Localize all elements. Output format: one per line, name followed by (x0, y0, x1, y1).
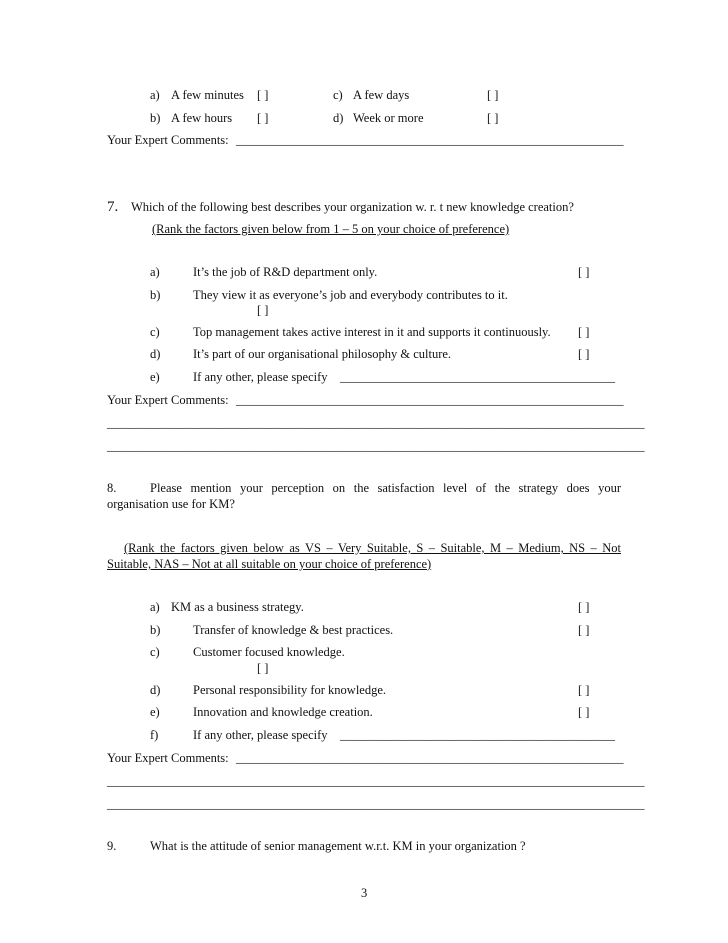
checkbox-bracket[interactable]: [ ] (578, 683, 590, 697)
option-letter: e) (150, 370, 160, 384)
ranking-instruction: Suitable, NAS – Not at all suitable on your choice of preference) (107, 557, 432, 571)
option-letter: d) (150, 683, 161, 697)
option-text: A few minutes (171, 88, 244, 102)
option-text: They view it as everyone’s job and everybody contributes to it. (193, 288, 508, 302)
specify-line[interactable]: ____________________________________________ (340, 370, 615, 384)
question-text: Which of the following best describes your organization w. r. t new knowledge creation? (131, 200, 574, 214)
option-letter: d) (333, 111, 344, 125)
option-text: Innovation and knowledge creation. (193, 705, 373, 719)
option-text: Week or more (353, 111, 424, 125)
question-text: What is the attitude of senior management w.r.t. KM in your organization ? (150, 839, 526, 853)
checkbox-bracket[interactable]: [ ] (487, 88, 499, 102)
checkbox-bracket[interactable]: [ ] (578, 265, 590, 279)
checkbox-bracket[interactable]: [ ] (578, 600, 590, 614)
option-letter: e) (150, 705, 160, 719)
comments-line[interactable]: ______________________________________________________________ (236, 751, 624, 765)
comments-line[interactable]: ______________________________________________________________________________________ (107, 439, 645, 453)
question-number: 8. (107, 481, 117, 495)
comments-label: Your Expert Comments: (107, 133, 229, 147)
comments-line[interactable]: ______________________________________________________________________________________ (107, 774, 645, 788)
option-text: Customer focused knowledge. (193, 645, 345, 659)
checkbox-bracket[interactable]: [ ] (578, 705, 590, 719)
option-letter: c) (150, 645, 160, 659)
option-letter: a) (150, 88, 160, 102)
question-text: Please mention your perception on the satisfaction level of the strategy does your (150, 481, 621, 495)
checkbox-bracket[interactable]: [ ] (578, 325, 590, 339)
comments-label: Your Expert Comments: (107, 751, 229, 765)
option-text: Top management takes active interest in it and supports it continuously. (193, 325, 551, 339)
option-letter: a) (150, 600, 160, 614)
specify-line[interactable]: ____________________________________________ (340, 728, 615, 742)
option-text: KM as a business strategy. (171, 600, 304, 614)
checkbox-bracket[interactable]: [ ] (578, 623, 590, 637)
question-number: 7. (107, 199, 119, 215)
page-number: 3 (361, 886, 368, 900)
option-text: If any other, please specify (193, 370, 328, 384)
checkbox-bracket[interactable]: [ ] (257, 303, 269, 317)
question-number: 9. (107, 839, 117, 853)
option-letter: c) (150, 325, 160, 339)
option-text: It’s part of our organisational philosophy & culture. (193, 347, 452, 361)
option-letter: b) (150, 111, 161, 125)
comments-label: Your Expert Comments: (107, 393, 229, 407)
comments-line[interactable]: ______________________________________________________________ (236, 133, 624, 147)
comments-line[interactable]: ______________________________________________________________________________________ (107, 797, 645, 811)
checkbox-bracket[interactable]: [ ] (257, 661, 269, 675)
checkbox-bracket[interactable]: [ ] (487, 111, 499, 125)
comments-line[interactable]: ______________________________________________________________ (236, 393, 624, 407)
option-text: Transfer of knowledge & best practices. (193, 623, 394, 637)
option-letter: c) (333, 88, 343, 102)
option-text: It’s the job of R&D department only. (193, 265, 378, 279)
option-letter: a) (150, 265, 160, 279)
option-letter: d) (150, 347, 161, 361)
option-letter: b) (150, 288, 161, 302)
ranking-instruction: (Rank the factors given below as VS – Very Suitable, S – Suitable, M – Medium, NS – Not (124, 541, 621, 555)
checkbox-bracket[interactable]: [ ] (257, 88, 269, 102)
option-letter: b) (150, 623, 161, 637)
question-text: organisation use for KM? (107, 497, 235, 511)
option-text: Personal responsibility for knowledge. (193, 683, 387, 697)
option-text: A few days (353, 88, 410, 102)
checkbox-bracket[interactable]: [ ] (578, 347, 590, 361)
ranking-instruction: (Rank the factors given below from 1 – 5 on your choice of preference) (152, 222, 510, 236)
option-text: A few hours (171, 111, 233, 125)
option-text: If any other, please specify (193, 728, 328, 742)
option-letter: f) (150, 728, 159, 742)
checkbox-bracket[interactable]: [ ] (257, 111, 269, 125)
comments-line[interactable]: ______________________________________________________________________________________ (107, 416, 645, 430)
